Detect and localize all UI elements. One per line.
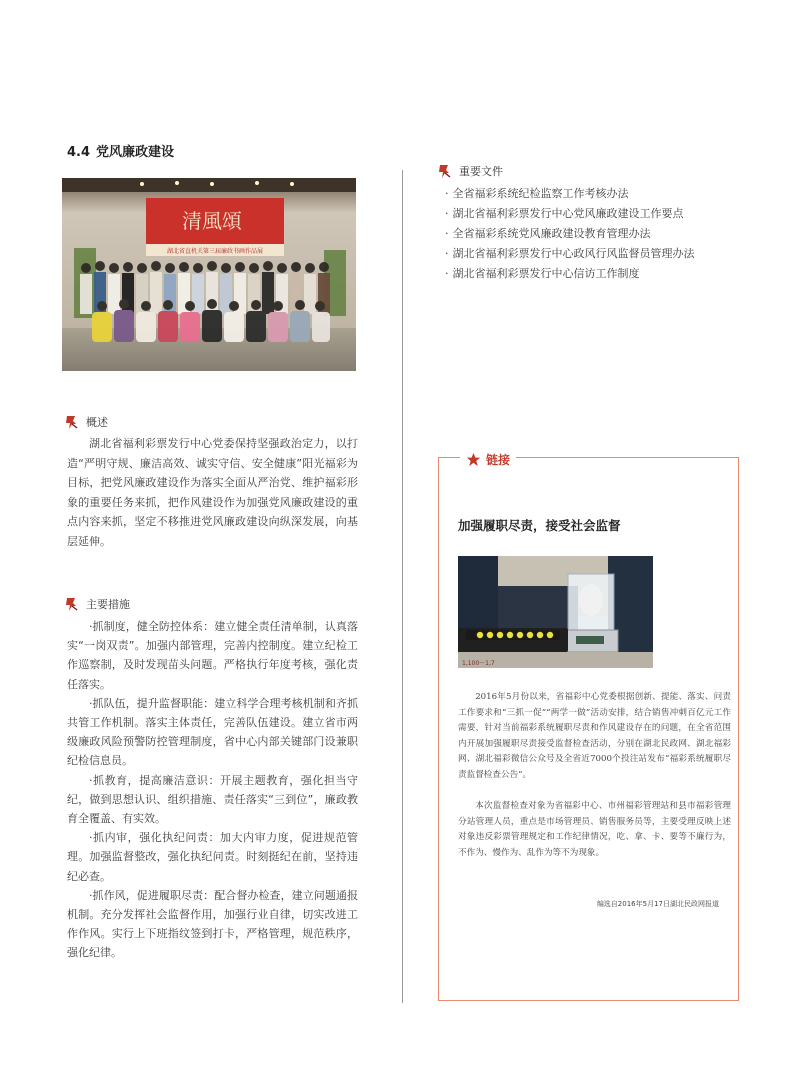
overview-heading-text: 概述 [86, 416, 108, 429]
section-title-text: 党风廉政建设 [96, 145, 175, 160]
link-paragraph: 2016年5月份以来，省福彩中心党委根据创新、提能、落实、问责工作要求和“三抓一促”“两学一做”活动安排，结合销售冲刺百亿元工作需要，针对当前福彩系统履职尽责和作风建设存在的问题，在全省范围内开展加强履职尽责接受监督检查活动，分别在湖北民政网、湖北福彩网、湖北福彩微信公众号及全省近7000个投注站发布“福彩系统履职尽责监督检查公告”。 [458, 692, 731, 780]
bullet-icon: · [445, 267, 449, 280]
document-title: 湖北省福利彩票发行中心信访工作制度 [452, 267, 640, 280]
document-title: 全省福彩系统纪检监察工作考核办法 [452, 187, 629, 200]
link-title: 加强履职尽责，接受社会监督 [458, 518, 621, 533]
bullet-icon: · [445, 187, 449, 200]
measures-heading-text: 主要措施 [86, 598, 130, 611]
overview-paragraph: 湖北省福利彩票发行中心党委保持坚强政治定力，以打造“严明守规、廉洁高效、诚实守信、安全健康”阳光福彩为目标，把党风廉政建设作为落实全面从严治党、维护福彩形象的重要任务来抓，把作风建设作为加强党风廉政建设的重点内容来抓，坚定不移推进党风廉政建设向纵深发展，向基层延伸。 [67, 437, 358, 548]
section-number: 4.4 [67, 145, 91, 160]
document-item [445, 184, 695, 204]
documents-heading [437, 163, 503, 179]
document-title: 湖北省福利彩票发行中心政风行风监督员管理办法 [452, 247, 695, 260]
measure-item: ·抓教育，提高廉洁意识：开展主题教育，强化担当守纪，做到思想认识、组织措施、责任落实“三到位”，廉政教育全覆盖、有实效。 [67, 773, 358, 826]
measure-item: ·抓队伍，提升监督职能：建立科学合理考核机制和齐抓共管工作机制。落实主体责任，完善队伍建设。建立省市两级廉政风险预警防控管理制度，省中心内部关键部门设兼职纪检信息员。 [67, 696, 358, 768]
link-paragraph: 本次监督检查对象为省福彩中心、市州福彩管理站和县市福彩管理分站管理人员，重点是市场管理员、销售服务员等，主要受理反映上述对象违反彩票管理规定和工作纪律情况，吃、拿、卡、要等不廉行为，不作为、慢作为、乱作为等不为现象。 [458, 801, 731, 858]
scale-photo-caption: 1,100～1,7 [462, 660, 495, 667]
document-title: 湖北省福利彩票发行中心党风廉政建设工作要点 [452, 207, 684, 220]
document-item [445, 224, 695, 244]
overview-heading [64, 414, 108, 430]
document-item [445, 264, 695, 284]
measure-item: ·抓制度，健全防控体系：建立健全责任清单制，认真落实“一岗双责”。加强内部管理，完善内控制度。建立纪检工作巡察制，及时发现苗头问题。严格执行年度考核，强化责任落实。 [67, 620, 358, 691]
link-label-text: 链接 [486, 453, 511, 467]
source-note: 编选自2016年5月17日湖北民政网报道 [596, 900, 719, 908]
bullet-icon: · [445, 247, 449, 260]
bullet-icon: · [445, 207, 449, 220]
banner-text: 清風頌 [182, 209, 242, 233]
banner-subtitle: 湖北省直机关第三届廉政书画作品展 [166, 248, 264, 255]
measures-heading [64, 596, 130, 612]
link-label [460, 451, 516, 468]
documents-list [445, 184, 695, 284]
pin-icon [64, 414, 80, 430]
measure-item: ·抓内审，强化执纪问责：加大内审力度，促进规范管理。加强监督整改，强化执纪问责。时刻挺纪在前，坚持违纪必查。 [67, 831, 358, 883]
documents-heading-text: 重要文件 [459, 165, 503, 178]
document-item [445, 244, 695, 264]
group-photo [62, 178, 356, 371]
column-divider [402, 170, 403, 1003]
bullet-icon: · [445, 227, 449, 240]
group-photo-illustration [62, 178, 356, 371]
scale-photo [458, 556, 653, 668]
document-title: 全省福彩系统党风廉政建设教育管理办法 [452, 227, 651, 240]
measure-item: ·抓作风，促进履职尽责：配合督办检查，建立问题通报机制。充分发挥社会监督作用，加强行业自律，切实改进工作作风。实行上下班指纹签到打卡，严格管理，规范秩序，强化纪律。 [67, 888, 358, 960]
pin-icon [437, 163, 453, 179]
pin-icon [64, 596, 80, 612]
star-icon [466, 452, 481, 467]
document-item [445, 204, 695, 224]
measures-list [67, 617, 358, 963]
scale-photo-illustration [458, 556, 653, 668]
section-title [67, 141, 174, 160]
